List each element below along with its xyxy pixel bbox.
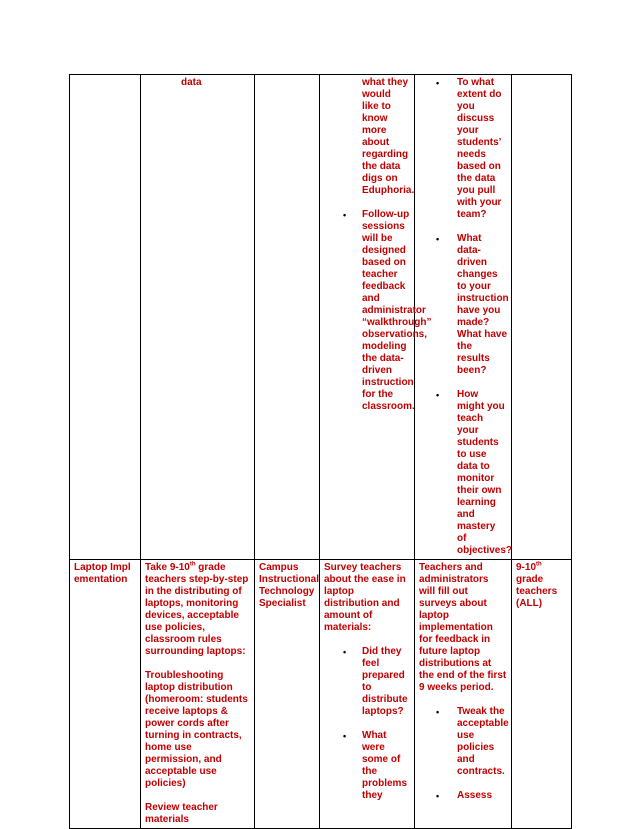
list-item-text: What were some of the problems they — [362, 730, 408, 801]
evaluation-text: what they would like to know more about regarding the data digs on Eduphoria. — [362, 77, 415, 196]
person-cell — [255, 75, 320, 560]
plan-table — [69, 74, 572, 829]
list-item-text: What data-driven changes to your instruction have you made? What have the results been? — [457, 233, 509, 376]
bullet-icon: • — [343, 210, 347, 220]
list-item-text: To what extent do you discuss your students’ needs based on the data you pull with your team? — [457, 77, 502, 220]
list-item-text: How might you teach your students to use data to monitor their own learning and mastery of objectives? — [457, 389, 513, 556]
audience-cell — [512, 560, 572, 829]
bullet-icon: • — [343, 647, 347, 657]
results-cell — [415, 75, 512, 560]
evaluation-cell — [320, 560, 415, 829]
list-item — [419, 790, 507, 802]
list-item-text: Assess — [457, 790, 493, 801]
activity-title: Laptop Implementation — [74, 562, 131, 585]
table-row — [70, 75, 572, 560]
bullet-icon: • — [436, 234, 440, 244]
description-text: Review teacher materials — [145, 802, 218, 825]
list-item-text: Follow-up sessions will be designed based on teacher feedback and administrator “walkthrough” observations, modeling the data-driven instruction for the classroom. — [362, 209, 432, 412]
list-item — [324, 209, 432, 413]
list-item — [419, 706, 507, 778]
bullet-icon: • — [436, 390, 440, 400]
bullet-icon: • — [343, 731, 347, 741]
description-text: Troubleshooting laptop distribution (homeroom: students receive laptops & power cords after turning in contracts, home use permission, and acceptable use policies) — [145, 670, 248, 789]
list-item-text: Tweak the acceptable use policies and contracts. — [457, 706, 509, 777]
list-item — [419, 389, 513, 557]
evaluation-cell — [320, 75, 432, 560]
list-item-text: Did they feel prepared to distribute laptops? — [362, 646, 408, 717]
description-text: Take 9-10th grade teachers step-by-step in the distributing of laptops, monitoring devices, acceptable use policies, classroom rules surrounding laptops: — [145, 561, 249, 657]
activity-cell — [70, 560, 141, 829]
description-cell — [141, 560, 255, 829]
person-text: Campus Instructional Technology Specialist — [259, 562, 320, 609]
list-item — [324, 646, 410, 718]
bullet-icon: • — [436, 707, 440, 717]
person-cell — [255, 560, 320, 829]
list-item — [324, 730, 410, 802]
description-text: data — [181, 77, 202, 88]
audience-text: 9-10th grade teachers (ALL) — [516, 561, 558, 609]
evaluation-text: Survey teachers about the ease in laptop distribution and amount of materials: — [324, 562, 406, 633]
results-text: Teachers and administrators will fill out surveys about laptop implementation for feedback in future laptop distributions at the end of the first 9 weeks period. — [419, 562, 507, 693]
list-item — [419, 77, 507, 221]
bullet-icon: • — [436, 791, 440, 801]
activity-cell — [70, 75, 141, 560]
audience-cell — [512, 75, 572, 560]
list-item — [419, 233, 507, 377]
table-row — [70, 560, 572, 829]
description-cell — [141, 75, 255, 560]
bullet-icon: • — [436, 78, 440, 88]
results-cell — [415, 560, 512, 829]
